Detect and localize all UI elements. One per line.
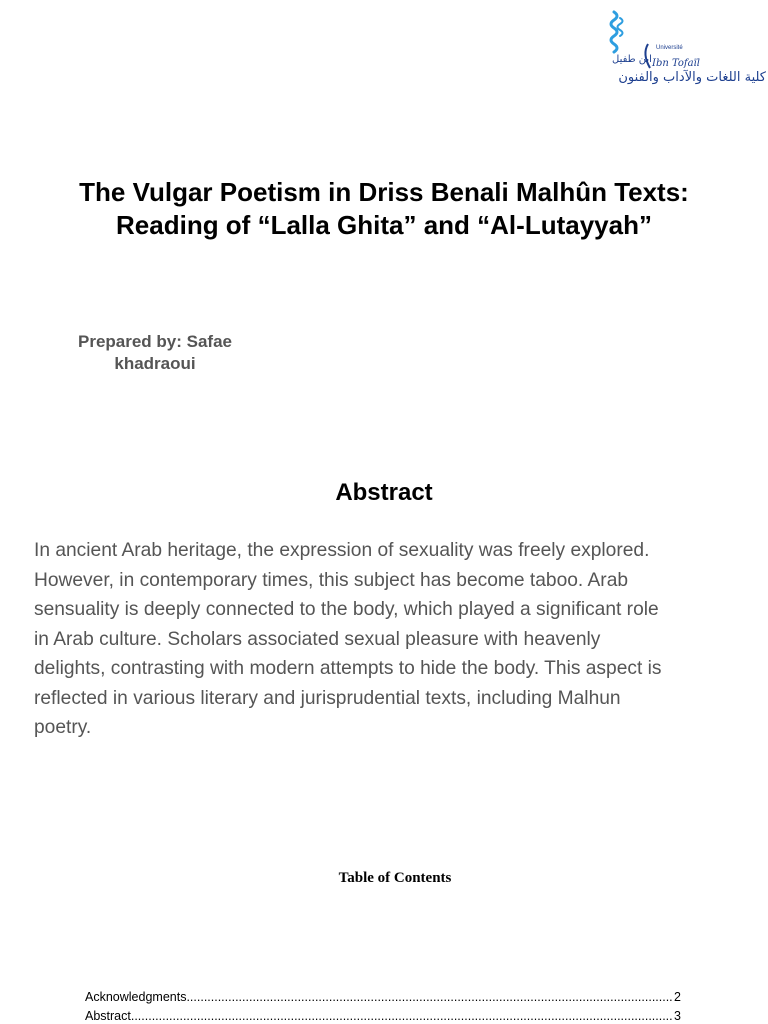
logo-university-small-text: Université [656,45,683,51]
table-of-contents [85,990,681,1024]
abstract-line: However, in contemporary times, this subject has become taboo. Arab [34,569,629,591]
toc-leader-dots [131,1009,672,1023]
logo-latin-name: Ibn Tofaïl [652,58,700,69]
document-title [24,176,744,242]
title-line: Reading of “Lalla Ghita” and “Al-Lutayyah” [116,210,652,240]
toc-entry[interactable] [85,990,681,1009]
abstract-line: in Arab culture. Scholars associated sexual pleasure with heavenly [34,628,601,650]
author-line: Prepared by: Safae [77,332,232,351]
toc-entry-page: 3 [674,1009,681,1023]
abstract-line: delights, contrasting with modern attempts to hide the body. This aspect is [34,658,662,679]
toc-leader-dots [186,990,672,1004]
toc-entry-page: 2 [674,990,681,1004]
abstract-heading: Abstract [335,479,433,506]
toc-entry-label: Acknowledgments [85,990,187,1004]
title-line: The Vulgar Poetism in Driss Benali Malhûn Texts: [79,177,689,207]
university-logo [530,0,768,98]
logo-arabic-name: ابن طفيل [612,54,652,65]
logo-faculty-name: كلية اللغات والآداب والفنون [618,70,766,85]
abstract-line: reflected in various literary and jurisprudential texts, including Malhun [34,687,621,709]
toc-entry-label: Abstract [85,1009,131,1023]
abstract-body [34,536,744,743]
abstract-line: sensuality is deeply connected to the body, which played a significant role [34,599,659,620]
author-credit [52,331,258,375]
abstract-line: poetry. [34,717,92,738]
toc-entry[interactable] [85,1009,681,1024]
author-line: khadraoui [114,354,196,373]
toc-heading: Table of Contents [338,870,452,886]
abstract-line: In ancient Arab heritage, the expression of sexuality was freely explored. [34,540,650,561]
